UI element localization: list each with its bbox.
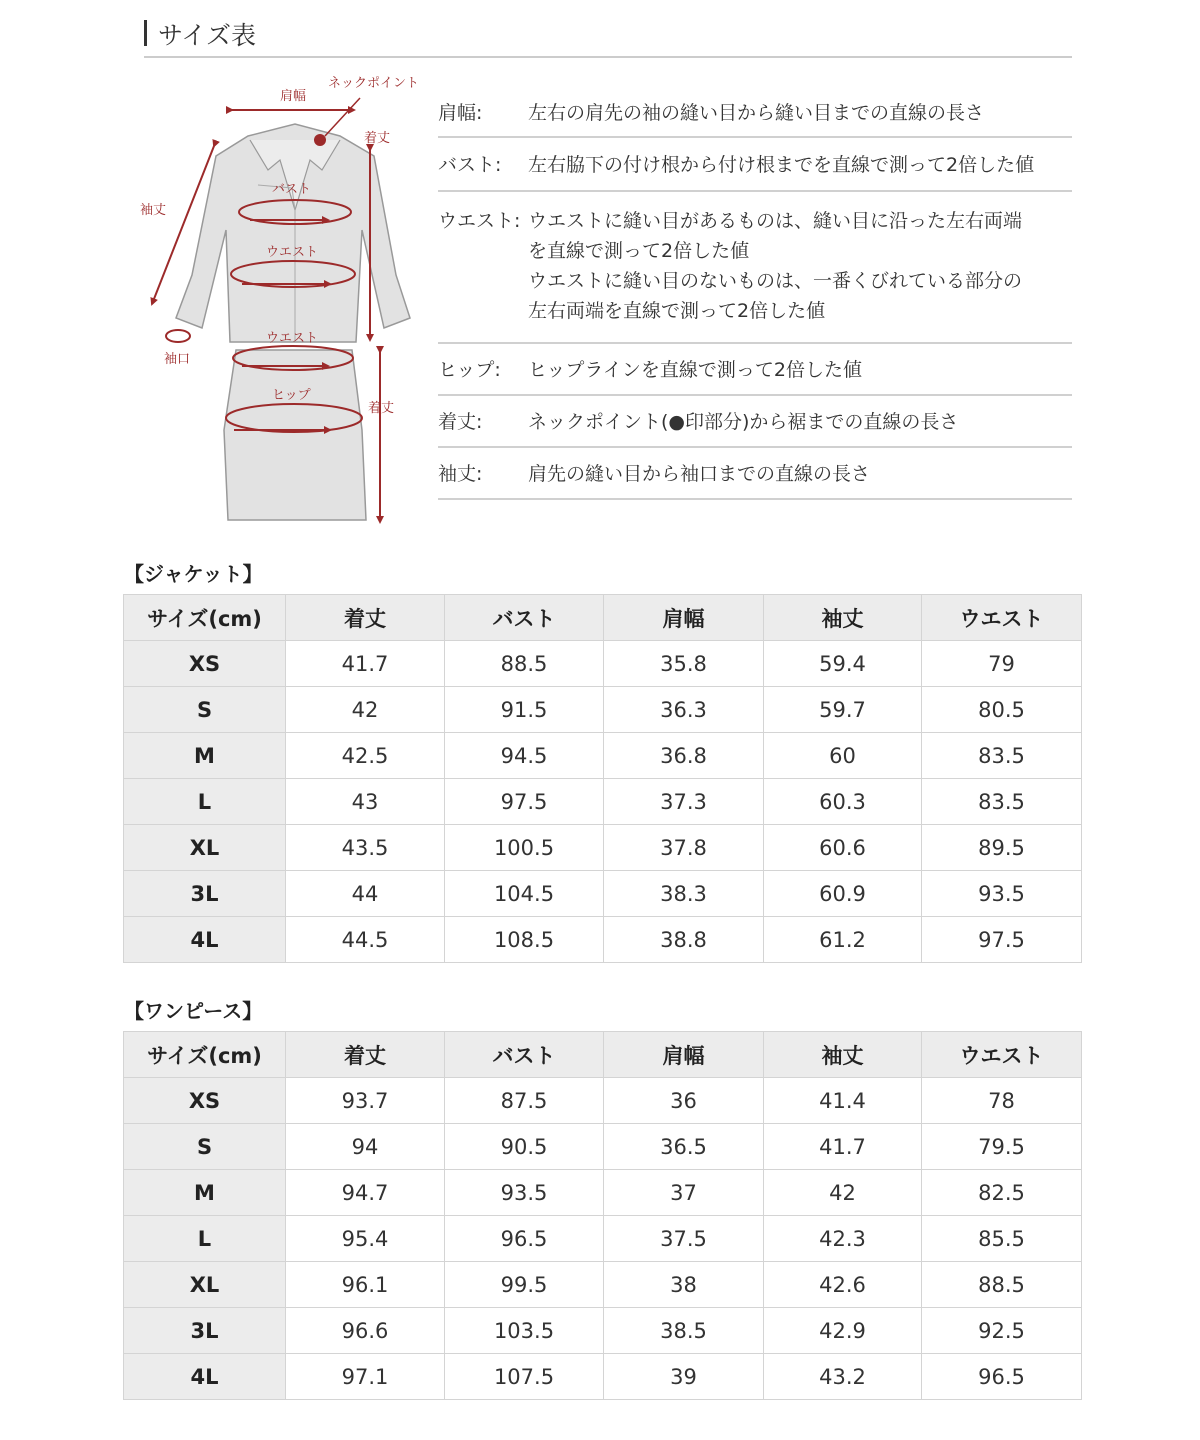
measurement-cell: 36.8 <box>604 733 764 779</box>
measurement-cell: 94.7 <box>286 1170 445 1216</box>
definition-desc: ヒップラインを直線で測って2倍した値 <box>528 359 862 381</box>
label-neck-point: ネックポイント <box>328 76 420 91</box>
label-bust: バスト <box>272 182 312 197</box>
measurement-cell: 80.5 <box>922 687 1082 733</box>
size-cell: 3L <box>124 871 286 917</box>
definition-desc: ウエストに縫い目があるものは、縫い目に沿った左右両端 を直線で測って2倍した値 ウエストに縫い目のないものは、一番くびれている部分の 左右両端を直線で測って2倍した値 <box>528 210 1023 322</box>
label-length-top: 着丈 <box>364 131 391 146</box>
measurement-cell: 42.3 <box>764 1216 922 1262</box>
column-header: サイズ(cm) <box>124 1032 286 1078</box>
definition-bust <box>438 138 1072 192</box>
measurement-cell: 38.5 <box>604 1308 764 1354</box>
page-header <box>144 14 1072 58</box>
size-cell: 4L <box>124 1354 286 1400</box>
measurement-cell: 91.5 <box>445 687 604 733</box>
definition-desc: 左右の肩先の袖の縫い目から縫い目までの直線の長さ <box>528 102 985 124</box>
definition-term: 着丈: <box>438 411 483 433</box>
label-shoulder: 肩幅 <box>280 89 307 104</box>
definition-waist <box>438 192 1072 344</box>
measurement-cell: 96.5 <box>922 1354 1082 1400</box>
table-row <box>124 1262 1082 1308</box>
table-row <box>124 1354 1082 1400</box>
measurement-cell: 79 <box>922 641 1082 687</box>
measurement-cell: 35.8 <box>604 641 764 687</box>
table-row <box>124 1216 1082 1262</box>
measurement-cell: 39 <box>604 1354 764 1400</box>
measurement-cell: 96.6 <box>286 1308 445 1354</box>
measurement-diagram <box>130 60 430 530</box>
measurement-cell: 36.5 <box>604 1124 764 1170</box>
size-cell: S <box>124 1124 286 1170</box>
measurement-cell: 59.4 <box>764 641 922 687</box>
definition-length <box>438 396 1072 448</box>
measurement-cell: 44.5 <box>286 917 445 963</box>
table-row <box>124 825 1082 871</box>
neck-point-dot <box>314 134 326 146</box>
size-cell: L <box>124 779 286 825</box>
measurement-cell: 96.5 <box>445 1216 604 1262</box>
table-row <box>124 1124 1082 1170</box>
measurement-cell: 38.3 <box>604 871 764 917</box>
column-header: ウエスト <box>922 595 1082 641</box>
measurement-cell: 97.5 <box>922 917 1082 963</box>
measurement-cell: 36.3 <box>604 687 764 733</box>
label-waist-top: ウエスト <box>266 245 319 260</box>
definition-desc: 左右脇下の付け根から付け根までを直線で測って2倍した値 <box>528 154 1035 176</box>
measurement-cell: 88.5 <box>445 641 604 687</box>
measurement-cell: 93.5 <box>445 1170 604 1216</box>
definition-term: 肩幅: <box>438 102 483 124</box>
column-header: バスト <box>445 1032 604 1078</box>
measurement-cell: 88.5 <box>922 1262 1082 1308</box>
label-sleeve: 袖丈 <box>140 203 167 218</box>
measurement-cell: 93.7 <box>286 1078 445 1124</box>
measurement-cell: 83.5 <box>922 779 1082 825</box>
label-cuff: 袖口 <box>164 352 191 367</box>
measurement-diagram-svg <box>130 60 430 530</box>
definition-term: ウエスト: <box>438 210 521 232</box>
jacket-illustration <box>176 124 410 342</box>
measurement-cell: 44 <box>286 871 445 917</box>
measurement-cell: 108.5 <box>445 917 604 963</box>
measurement-cell: 41.7 <box>764 1124 922 1170</box>
onepiece-section-label: 【ワンピース】 <box>124 999 263 1023</box>
definition-desc: 肩先の縫い目から袖口までの直線の長さ <box>528 463 871 485</box>
size-cell: S <box>124 687 286 733</box>
column-header: 肩幅 <box>604 1032 764 1078</box>
measurement-cell: 61.2 <box>764 917 922 963</box>
column-header: 袖丈 <box>764 1032 922 1078</box>
measurement-cell: 60.6 <box>764 825 922 871</box>
measurement-cell: 89.5 <box>922 825 1082 871</box>
table-header-row <box>124 595 1082 641</box>
table-row <box>124 917 1082 963</box>
jacket-size-table <box>123 594 1082 963</box>
measurement-cell: 78 <box>922 1078 1082 1124</box>
onepiece-size-table <box>123 1031 1082 1400</box>
measurement-cell: 59.7 <box>764 687 922 733</box>
measurement-cell: 60 <box>764 733 922 779</box>
measurement-cell: 42 <box>286 687 445 733</box>
measurement-cell: 43 <box>286 779 445 825</box>
column-header: 着丈 <box>286 595 445 641</box>
measurement-cell: 94.5 <box>445 733 604 779</box>
size-cell: 3L <box>124 1308 286 1354</box>
measurement-cell: 82.5 <box>922 1170 1082 1216</box>
definition-term: ヒップ: <box>438 359 501 381</box>
measurement-cell: 43.5 <box>286 825 445 871</box>
measurement-cell: 37.8 <box>604 825 764 871</box>
measurement-cell: 42 <box>764 1170 922 1216</box>
size-cell: L <box>124 1216 286 1262</box>
measurement-cell: 107.5 <box>445 1354 604 1400</box>
table-row <box>124 687 1082 733</box>
measurement-cell: 99.5 <box>445 1262 604 1308</box>
measurement-cell: 37.5 <box>604 1216 764 1262</box>
page-title: サイズ表 <box>158 21 257 50</box>
column-header: バスト <box>445 595 604 641</box>
measurement-cell: 42.6 <box>764 1262 922 1308</box>
measurement-cell: 38.8 <box>604 917 764 963</box>
measurement-cell: 60.9 <box>764 871 922 917</box>
size-cell: 4L <box>124 917 286 963</box>
measurement-cell: 83.5 <box>922 733 1082 779</box>
definition-shoulder <box>438 86 1072 138</box>
measurement-cell: 104.5 <box>445 871 604 917</box>
size-cell: XL <box>124 825 286 871</box>
measurement-cell: 97.5 <box>445 779 604 825</box>
measurement-cell: 37.3 <box>604 779 764 825</box>
measurement-cell: 97.1 <box>286 1354 445 1400</box>
label-hip: ヒップ <box>272 388 311 403</box>
column-header: 袖丈 <box>764 595 922 641</box>
measurement-cell: 100.5 <box>445 825 604 871</box>
skirt-illustration <box>224 350 366 520</box>
measurement-cell: 87.5 <box>445 1078 604 1124</box>
label-length-bottom: 着丈 <box>368 401 395 416</box>
definitions-list <box>438 86 1072 500</box>
size-cell: XL <box>124 1262 286 1308</box>
measurement-cell: 92.5 <box>922 1308 1082 1354</box>
header-accent-bar <box>144 20 147 46</box>
measurement-cell: 90.5 <box>445 1124 604 1170</box>
table-row <box>124 1078 1082 1124</box>
column-header: 着丈 <box>286 1032 445 1078</box>
measurement-cell: 93.5 <box>922 871 1082 917</box>
measurement-cell: 95.4 <box>286 1216 445 1262</box>
size-cell: M <box>124 733 286 779</box>
definition-term: バスト: <box>438 154 502 176</box>
measurement-cell: 79.5 <box>922 1124 1082 1170</box>
measurement-cell: 37 <box>604 1170 764 1216</box>
measurement-cell: 36 <box>604 1078 764 1124</box>
size-cell: M <box>124 1170 286 1216</box>
definition-desc: ネックポイント(●印部分)から裾までの直線の長さ <box>528 411 959 433</box>
measurement-cell: 43.2 <box>764 1354 922 1400</box>
column-header: サイズ(cm) <box>124 595 286 641</box>
size-cell: XS <box>124 641 286 687</box>
table-row <box>124 779 1082 825</box>
table-row <box>124 733 1082 779</box>
column-header: ウエスト <box>922 1032 1082 1078</box>
table-row <box>124 871 1082 917</box>
column-header: 肩幅 <box>604 595 764 641</box>
definition-sleeve <box>438 448 1072 500</box>
measurement-cell: 41.4 <box>764 1078 922 1124</box>
measurement-cell: 96.1 <box>286 1262 445 1308</box>
measurement-cell: 42.9 <box>764 1308 922 1354</box>
size-cell: XS <box>124 1078 286 1124</box>
measurement-cell: 42.5 <box>286 733 445 779</box>
measurement-cell: 60.3 <box>764 779 922 825</box>
measurement-cell: 85.5 <box>922 1216 1082 1262</box>
table-row <box>124 1308 1082 1354</box>
table-row <box>124 1170 1082 1216</box>
measurement-cell: 38 <box>604 1262 764 1308</box>
table-row <box>124 641 1082 687</box>
label-waist-bottom: ウエスト <box>266 331 319 346</box>
measurement-cell: 94 <box>286 1124 445 1170</box>
table-header-row <box>124 1032 1082 1078</box>
definition-term: 袖丈: <box>438 463 483 485</box>
measurement-cell: 103.5 <box>445 1308 604 1354</box>
jacket-section-label: 【ジャケット】 <box>124 562 263 586</box>
definition-hip <box>438 344 1072 396</box>
measurement-cell: 41.7 <box>286 641 445 687</box>
